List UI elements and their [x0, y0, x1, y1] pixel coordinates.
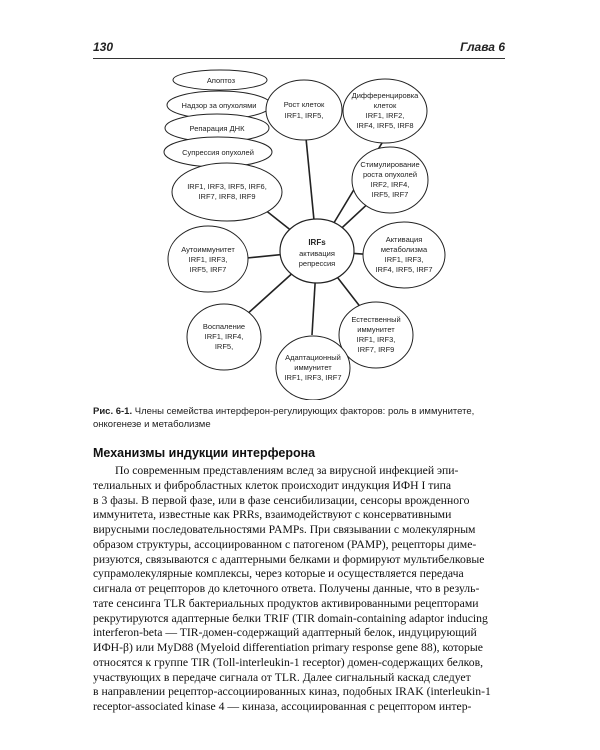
body-line: в направлении рецептор-ассоциированных киназ, подобных IRAK (interleukin-1 [93, 685, 491, 699]
body-line: вирусными последовательностями PAMPs. При связывании с молекулярным [93, 523, 476, 536]
body-line: interferon-beta — TIR-домен-содержащий адаптерный белок, индуцирующий [93, 626, 477, 640]
autoimmunity-members1: IRF1, IRF3, [188, 255, 228, 264]
inflammation-title: Воспаление [202, 322, 246, 331]
node-cell-growth [266, 80, 342, 140]
differentiation-title2: клеток [373, 101, 397, 110]
innate-title2: иммунитет [357, 325, 395, 334]
body-line: участвующих в передаче сигнала от TLR. Далее сигнальный каскад следует [93, 670, 471, 684]
differentiation-members2: IRF4, IRF5, IRF8 [356, 121, 414, 130]
body-line: телиальных и фибробластных клеток происходит индукция ИФН I типа [93, 478, 452, 492]
body-line: ИФН-β) или MyD88 (Myeloid differentiation primary response gene 88), которые [93, 641, 483, 654]
stacked-members-line1: IRF1, IRF3, IRF5, IRF6, [187, 182, 267, 191]
stacked-label-suppression: Супрессия опухолей [182, 148, 254, 157]
tumor-growth-members1: IRF2, IRF4, [370, 180, 410, 189]
center-line3: репрессия [298, 259, 336, 268]
innate-title: Естественный [351, 315, 401, 324]
body-line: тате сенсинга TLR бактериальных продуктов активированными рецепторами [93, 596, 479, 610]
adaptive-members: IRF1, IRF3, IRF7 [284, 373, 342, 382]
body-line: сигнала от рецепторов до клеточного ответа. Получены данные, что в резуль- [93, 582, 480, 595]
body-line: По современным представлениям вслед за вирусной инфекцией эпи- [115, 464, 459, 477]
stacked-members-line2: IRF7, IRF8, IRF9 [198, 192, 256, 201]
body-line: рекрутируются адаптерные белки TRIF (TIR domain-containing adaptor inducing [93, 611, 488, 625]
cell-growth-members: IRF1, IRF5, [284, 111, 324, 120]
autoimmunity-title: Аутоиммунитет [181, 245, 235, 254]
stacked-label-apoptosis: Апоптоз [206, 76, 236, 85]
center-title: IRFs [308, 238, 326, 247]
body-line: в 3 фазы. В первой фазе, или в фазе сенсибилизации, сенсоры врожденного [93, 493, 470, 507]
section-title: Механизмы индукции интерферона [93, 446, 316, 460]
body-line: относятся к группе TIR (Toll-interleukin-1 receptor) домен-содержащих белков, [93, 655, 484, 669]
chapter-title: Глава 6 [460, 40, 505, 54]
metabolism-title2: метаболизма [380, 245, 428, 254]
metabolism-members2: IRF4, IRF5, IRF7 [375, 265, 433, 274]
body-line: образом структуры, ассоциированном с патогеном (PAMP), рецепторы диме- [93, 537, 477, 551]
stacked-label-surveillance: Надзор за опухолями [181, 101, 257, 110]
body-line: receptor-associated kinase 4 — киназа, ассоциированная с рецептором интер- [93, 700, 472, 713]
tumor-growth-title2: роста опухолей [362, 170, 418, 179]
figure-caption [93, 405, 505, 431]
body-paragraph [93, 464, 505, 715]
autoimmunity-members2: IRF5, IRF7 [189, 265, 227, 274]
adaptive-title2: иммунитет [294, 363, 332, 372]
body-line: ризуются, связываются с адаптерными белками и формируют мультибелковые [93, 552, 485, 566]
body-line: супрамолекулярные комплексы, через которые и осуществляется передача [93, 567, 464, 581]
inflammation-members2: IRF5, [214, 342, 234, 351]
tumor-growth-title: Стимулирование [360, 160, 420, 169]
differentiation-title: Дифференцировка [351, 91, 419, 100]
tumor-growth-members2: IRF5, IRF7 [371, 190, 409, 199]
stacked-label-dna-repair: Репарация ДНК [189, 124, 245, 133]
header-rule [93, 58, 505, 59]
body-line: иммунитета, известные как PRRs, взаимодействуют с консервативными [93, 508, 452, 522]
caption-text: Члены семейства интерферон-регулирующих факторов: роль в иммунитете, онкогенезе и метаболизме [93, 406, 475, 430]
caption-label: Рис. 6-1. [93, 406, 133, 417]
innate-members2: IRF7, IRF9 [357, 345, 395, 354]
innate-members1: IRF1, IRF3, [356, 335, 396, 344]
irf-diagram [0, 60, 600, 400]
metabolism-title: Активация [385, 235, 423, 244]
cell-growth-title: Рост клеток [283, 100, 325, 109]
differentiation-members1: IRF1, IRF2, [365, 111, 405, 120]
center-line2: активация [299, 249, 335, 258]
metabolism-members1: IRF1, IRF3, [384, 255, 424, 264]
inflammation-members1: IRF1, IRF4, [204, 332, 244, 341]
page-number: 130 [93, 40, 114, 54]
adaptive-title: Адаптационный [285, 353, 341, 362]
